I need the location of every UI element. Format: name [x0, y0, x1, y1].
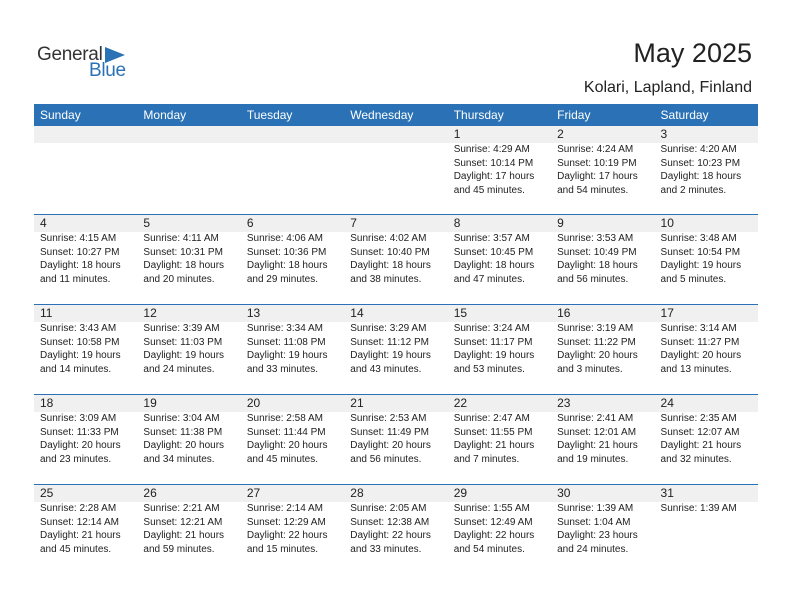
day-number: 10: [660, 216, 674, 230]
week-row: [34, 126, 758, 211]
day-cell: [655, 485, 758, 570]
week-row: [34, 304, 758, 390]
day-sun-info: Sunrise: 3:48 AM Sunset: 10:54 PM Daylight: 19 hours and 5 minutes.: [660, 233, 742, 285]
day-sun-info: Sunrise: 3:57 AM Sunset: 10:45 PM Daylight: 18 hours and 47 minutes.: [453, 233, 535, 285]
day-cell: [241, 215, 344, 300]
day-sun-info: Sunrise: 4:29 AM Sunset: 10:14 PM Daylight: 17 hours and 45 minutes.: [453, 144, 535, 196]
day-sun-info: Sunrise: 3:43 AM Sunset: 10:58 PM Daylight: 19 hours and 14 minutes.: [40, 323, 121, 375]
weekday-friday: Friday: [557, 108, 591, 122]
page-title: May 2025: [633, 38, 752, 68]
logo-general-text: General: [37, 44, 103, 65]
day-cell: [241, 395, 344, 480]
logo-blue-text: Blue: [89, 60, 126, 81]
day-number: 7: [350, 216, 357, 230]
day-cell: [137, 126, 240, 211]
day-sun-info: Sunrise: 2:28 AM Sunset: 12:14 AM Daylight: 21 hours and 45 minutes.: [40, 503, 121, 555]
day-cell: [344, 395, 447, 480]
day-cell: [551, 485, 654, 570]
day-cell: [241, 485, 344, 570]
day-number: [350, 126, 447, 143]
day-cell: [448, 215, 551, 300]
week-row: [34, 484, 758, 570]
day-sun-info: Sunrise: 2:53 AM Sunset: 11:49 PM Daylight: 20 hours and 56 minutes.: [350, 413, 431, 465]
day-number: 18: [40, 396, 54, 410]
day-sun-info: Sunrise: 3:04 AM Sunset: 11:38 PM Daylight: 20 hours and 34 minutes.: [143, 413, 225, 465]
day-cell: [448, 126, 551, 211]
day-cell: [551, 305, 654, 390]
day-cell: [344, 305, 447, 390]
day-number: 5: [143, 216, 151, 230]
day-number: 11: [40, 306, 53, 320]
day-sun-info: Sunrise: 3:24 AM Sunset: 11:17 PM Daylight: 19 hours and 53 minutes.: [453, 323, 535, 375]
day-sun-info: Sunrise: 2:21 AM Sunset: 12:21 AM Daylight: 21 hours and 59 minutes.: [143, 503, 225, 555]
day-number: 30: [557, 486, 571, 500]
day-number: 2: [557, 127, 564, 141]
day-number: 4: [40, 216, 47, 230]
day-sun-info: Sunrise: 4:15 AM Sunset: 10:27 PM Daylight: 18 hours and 11 minutes.: [40, 233, 121, 285]
day-sun-info: Sunrise: 3:29 AM Sunset: 11:12 PM Daylight: 19 hours and 43 minutes.: [350, 323, 431, 375]
day-number: 8: [453, 216, 461, 230]
day-number: 1: [453, 127, 461, 141]
day-sun-info: Sunrise: 1:39 AM Sunset: 1:04 AM Daylight: 23 hours and 24 minutes.: [557, 503, 638, 555]
day-cell: [551, 395, 654, 480]
day-cell: [34, 126, 137, 211]
day-sun-info: Sunrise: 4:24 AM Sunset: 10:19 PM Daylight: 17 hours and 54 minutes.: [557, 144, 638, 196]
day-sun-info: Sunrise: 1:55 AM Sunset: 12:49 AM Daylight: 22 hours and 54 minutes.: [453, 503, 535, 555]
day-number: 19: [143, 396, 157, 410]
day-number: 29: [453, 486, 468, 500]
day-number: [247, 126, 344, 143]
day-sun-info: Sunrise: 2:35 AM Sunset: 12:07 AM Daylight: 21 hours and 32 minutes.: [660, 413, 742, 465]
location-subtitle: Kolari, Lapland, Finland: [583, 79, 752, 96]
day-sun-info: Sunrise: 3:53 AM Sunset: 10:49 PM Daylight: 18 hours and 56 minutes.: [557, 233, 638, 285]
day-number: 17: [660, 306, 674, 320]
day-cell: [34, 305, 137, 390]
day-cell: [344, 215, 447, 300]
day-sun-info: Sunrise: 3:09 AM Sunset: 11:33 PM Daylight: 20 hours and 23 minutes.: [40, 413, 121, 465]
day-sun-info: Sunrise: 2:14 AM Sunset: 12:29 AM Daylight: 22 hours and 15 minutes.: [246, 503, 328, 555]
day-number: 15: [453, 306, 468, 320]
day-number: [143, 126, 240, 143]
day-sun-info: Sunrise: 4:06 AM Sunset: 10:36 PM Daylight: 18 hours and 29 minutes.: [246, 233, 328, 285]
weekday-wednesday: Wednesday: [350, 108, 414, 122]
day-number: 21: [350, 396, 364, 410]
day-sun-info: Sunrise: 2:58 AM Sunset: 11:44 PM Daylight: 20 hours and 45 minutes.: [246, 413, 328, 465]
day-number: 12: [143, 306, 157, 320]
day-number: 24: [660, 396, 674, 410]
day-number: 31: [660, 486, 674, 500]
day-number: 20: [246, 396, 261, 410]
day-number: 28: [350, 486, 364, 500]
day-cell: [448, 305, 551, 390]
logo: [37, 44, 137, 84]
day-cell: [655, 215, 758, 300]
day-number: 25: [40, 486, 54, 500]
day-sun-info: Sunrise: 2:05 AM Sunset: 12:38 AM Daylight: 22 hours and 33 minutes.: [350, 503, 431, 555]
day-cell: [137, 395, 240, 480]
weekday-monday: Monday: [143, 108, 187, 122]
day-sun-info: Sunrise: 2:41 AM Sunset: 12:01 AM Daylight: 21 hours and 19 minutes.: [557, 413, 638, 465]
day-cell: [551, 126, 654, 211]
day-sun-info: Sunrise: 1:39 AM: [660, 503, 737, 514]
day-sun-info: Sunrise: 2:47 AM Sunset: 11:55 PM Daylight: 21 hours and 7 minutes.: [453, 413, 535, 465]
day-sun-info: Sunrise: 3:14 AM Sunset: 11:27 PM Daylight: 20 hours and 13 minutes.: [660, 323, 742, 375]
day-number: 9: [557, 216, 564, 230]
weekday-thursday: Thursday: [453, 108, 504, 122]
weekday-tuesday: Tuesday: [246, 108, 293, 122]
week-row: [34, 214, 758, 300]
weekday-sunday: Sunday: [40, 108, 81, 122]
day-cell: [137, 305, 240, 390]
day-number: 27: [246, 486, 261, 500]
day-cell: [655, 305, 758, 390]
day-cell: [448, 485, 551, 570]
day-number: 6: [246, 216, 254, 230]
day-number: 22: [453, 396, 468, 410]
day-sun-info: Sunrise: 3:19 AM Sunset: 11:22 PM Daylight: 20 hours and 3 minutes.: [557, 323, 638, 375]
weekday-header: [34, 104, 758, 126]
day-sun-info: Sunrise: 4:20 AM Sunset: 10:23 PM Daylight: 18 hours and 2 minutes.: [660, 144, 742, 196]
day-cell: [655, 126, 758, 211]
day-cell: [551, 215, 654, 300]
day-cell: [344, 126, 447, 211]
day-cell: [34, 395, 137, 480]
day-sun-info: Sunrise: 3:39 AM Sunset: 11:03 PM Daylight: 19 hours and 24 minutes.: [143, 323, 225, 375]
day-sun-info: Sunrise: 4:02 AM Sunset: 10:40 PM Daylight: 18 hours and 38 minutes.: [350, 233, 431, 285]
day-cell: [241, 305, 344, 390]
day-number: [40, 126, 137, 143]
day-number: 26: [143, 486, 157, 500]
day-cell: [448, 395, 551, 480]
day-cell: [137, 485, 240, 570]
day-cell: [137, 215, 240, 300]
day-cell: [655, 395, 758, 480]
day-cell: [241, 126, 344, 211]
day-cell: [34, 215, 137, 300]
day-sun-info: Sunrise: 4:11 AM Sunset: 10:31 PM Daylight: 18 hours and 20 minutes.: [143, 233, 225, 285]
weekday-saturday: Saturday: [660, 108, 709, 122]
day-sun-info: Sunrise: 3:34 AM Sunset: 11:08 PM Daylight: 19 hours and 33 minutes.: [246, 323, 328, 375]
day-cell: [34, 485, 137, 570]
day-number: 16: [557, 306, 571, 320]
day-cell: [344, 485, 447, 570]
day-number: 14: [350, 306, 364, 320]
week-row: [34, 394, 758, 480]
day-number: 13: [246, 306, 261, 320]
day-number: 3: [660, 127, 668, 141]
day-number: 23: [557, 396, 571, 410]
